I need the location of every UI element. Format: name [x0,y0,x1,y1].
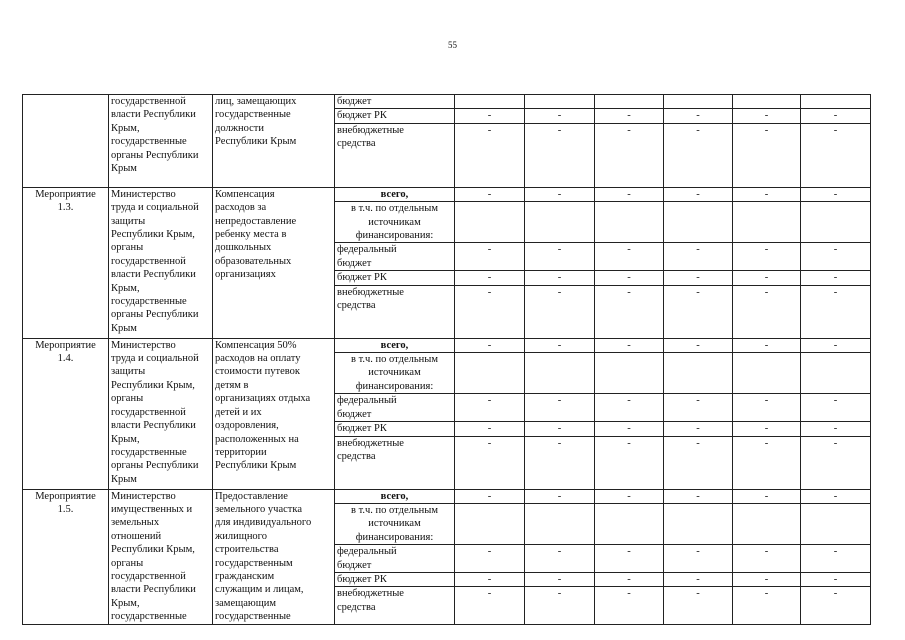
amount-cell: - [664,489,733,503]
funding-source-cell: бюджет [335,95,455,109]
amount-cell: - [455,271,525,285]
amount-cell: - [595,587,664,625]
amount-cell: - [733,572,801,586]
purpose-cell: Предоставление земельного участка для индивидуального жилищного строительства государственным гражданским служащим и лицам, замещающим государственные [213,489,335,625]
amount-cell [455,353,525,394]
amount-cell: - [733,587,801,625]
amount-cell: - [801,109,871,123]
amount-cell: - [455,572,525,586]
amount-cell: - [595,422,664,436]
amount-cell: - [664,394,733,422]
amount-cell: - [595,187,664,201]
amount-cell: - [733,243,801,271]
amount-cell: - [801,436,871,489]
amount-cell: - [525,545,595,573]
amount-cell [801,202,871,243]
table-row [23,338,871,352]
amount-cell: - [595,338,664,352]
amount-cell: - [733,109,801,123]
amount-cell: - [455,285,525,338]
amount-cell: - [733,338,801,352]
amount-cell: - [664,243,733,271]
amount-cell: - [664,109,733,123]
amount-cell: - [664,187,733,201]
amount-cell: - [664,587,733,625]
amount-cell: - [525,285,595,338]
amount-cell: - [455,545,525,573]
amount-cell: - [525,338,595,352]
amount-cell: - [455,109,525,123]
amount-cell: - [595,109,664,123]
amount-cell: - [733,271,801,285]
amount-cell: - [664,572,733,586]
event-cell [23,95,109,188]
amount-cell: - [733,545,801,573]
event-cell: Мероприятие 1.3. [23,187,109,338]
amount-cell: - [801,489,871,503]
amount-cell: - [801,187,871,201]
amount-cell: - [455,436,525,489]
amount-cell: - [455,587,525,625]
amount-cell: - [455,489,525,503]
amount-cell [595,95,664,109]
funding-source-cell: в т.ч. по отдельным источникам финансирования: [335,503,455,544]
event-cell: Мероприятие 1.4. [23,338,109,489]
amount-cell: - [525,572,595,586]
amount-cell: - [455,243,525,271]
executor-cell: Министерство труда и социальной защиты Республики Крым, органы государственной власти Республики Крым, государственные органы Республики Крым [109,338,213,489]
funding-source-cell: федеральный бюджет [335,394,455,422]
amount-cell: - [525,243,595,271]
amount-cell [733,202,801,243]
amount-cell: - [733,285,801,338]
amount-cell: - [733,187,801,201]
amount-cell: - [455,422,525,436]
executor-cell: государственной власти Республики Крым, государственные органы Республики Крым [109,95,213,188]
amount-cell: - [595,123,664,187]
amount-cell: - [525,436,595,489]
amount-cell [801,95,871,109]
page-number: 55 [448,40,457,50]
amount-cell: - [595,545,664,573]
amount-cell [455,202,525,243]
amount-cell: - [733,123,801,187]
amount-cell: - [801,285,871,338]
table-row [23,187,871,201]
amount-cell [595,503,664,544]
table-row [23,95,871,109]
funding-source-cell: всего, [335,489,455,503]
event-cell: Мероприятие 1.5. [23,489,109,625]
amount-cell: - [664,285,733,338]
funding-source-cell: в т.ч. по отдельным источникам финансирования: [335,202,455,243]
amount-cell: - [595,285,664,338]
amount-cell [525,202,595,243]
amount-cell [664,95,733,109]
amount-cell: - [733,422,801,436]
amount-cell [733,503,801,544]
amount-cell: - [733,394,801,422]
amount-cell: - [525,394,595,422]
amount-cell: - [801,545,871,573]
funding-source-cell: внебюджетные средства [335,436,455,489]
amount-cell [525,503,595,544]
amount-cell: - [595,572,664,586]
purpose-cell: Компенсация расходов за непредоставление ребенку места в дошкольных образовательных организациях [213,187,335,338]
amount-cell: - [664,271,733,285]
amount-cell [595,202,664,243]
amount-cell: - [801,338,871,352]
amount-cell: - [664,545,733,573]
funding-source-cell: в т.ч. по отдельным источникам финансирования: [335,353,455,394]
amount-cell: - [525,422,595,436]
amount-cell [525,95,595,109]
funding-source-cell: бюджет РК [335,572,455,586]
funding-source-cell: всего, [335,338,455,352]
amount-cell [664,202,733,243]
amount-cell [801,353,871,394]
amount-cell: - [801,123,871,187]
executor-cell: Министерство имущественных и земельных отношений Республики Крым, органы государственной власти Республики Крым, государственные [109,489,213,625]
purpose-cell: лиц, замещающих государственные должности Республики Крым [213,95,335,188]
amount-cell: - [525,489,595,503]
amount-cell: - [801,394,871,422]
amount-cell [595,353,664,394]
funding-source-cell: всего, [335,187,455,201]
amount-cell: - [664,422,733,436]
executor-cell: Министерство труда и социальной защиты Республики Крым, органы государственной власти Республики Крым, государственные органы Республики Крым [109,187,213,338]
amount-cell [664,503,733,544]
amount-cell: - [525,271,595,285]
funding-source-cell: бюджет РК [335,422,455,436]
amount-cell: - [664,338,733,352]
amount-cell: - [801,271,871,285]
amount-cell [801,503,871,544]
amount-cell: - [595,243,664,271]
amount-cell: - [595,436,664,489]
funding-source-cell: федеральный бюджет [335,545,455,573]
financing-table [22,94,871,625]
amount-cell: - [455,338,525,352]
funding-source-cell: бюджет РК [335,271,455,285]
amount-cell [733,95,801,109]
amount-cell: - [525,187,595,201]
amount-cell [733,353,801,394]
funding-source-cell: бюджет РК [335,109,455,123]
amount-cell: - [595,394,664,422]
amount-cell: - [664,123,733,187]
amount-cell: - [801,587,871,625]
table-row [23,489,871,503]
amount-cell: - [801,422,871,436]
amount-cell [525,353,595,394]
amount-cell: - [733,489,801,503]
amount-cell: - [801,572,871,586]
funding-source-cell: внебюджетные средства [335,587,455,625]
amount-cell: - [801,243,871,271]
amount-cell: - [455,187,525,201]
amount-cell: - [595,489,664,503]
amount-cell: - [595,271,664,285]
amount-cell [664,353,733,394]
purpose-cell: Компенсация 50% расходов на оплату стоимости путевок детям в организациях отдыха детей и их оздоровления, расположенных на территории Республики Крым [213,338,335,489]
amount-cell: - [455,394,525,422]
funding-source-cell: внебюджетные средства [335,123,455,187]
amount-cell: - [525,109,595,123]
funding-source-cell: федеральный бюджет [335,243,455,271]
amount-cell [455,503,525,544]
amount-cell: - [733,436,801,489]
amount-cell: - [664,436,733,489]
amount-cell: - [455,123,525,187]
amount-cell: - [525,587,595,625]
funding-source-cell: внебюджетные средства [335,285,455,338]
amount-cell [455,95,525,109]
amount-cell: - [525,123,595,187]
